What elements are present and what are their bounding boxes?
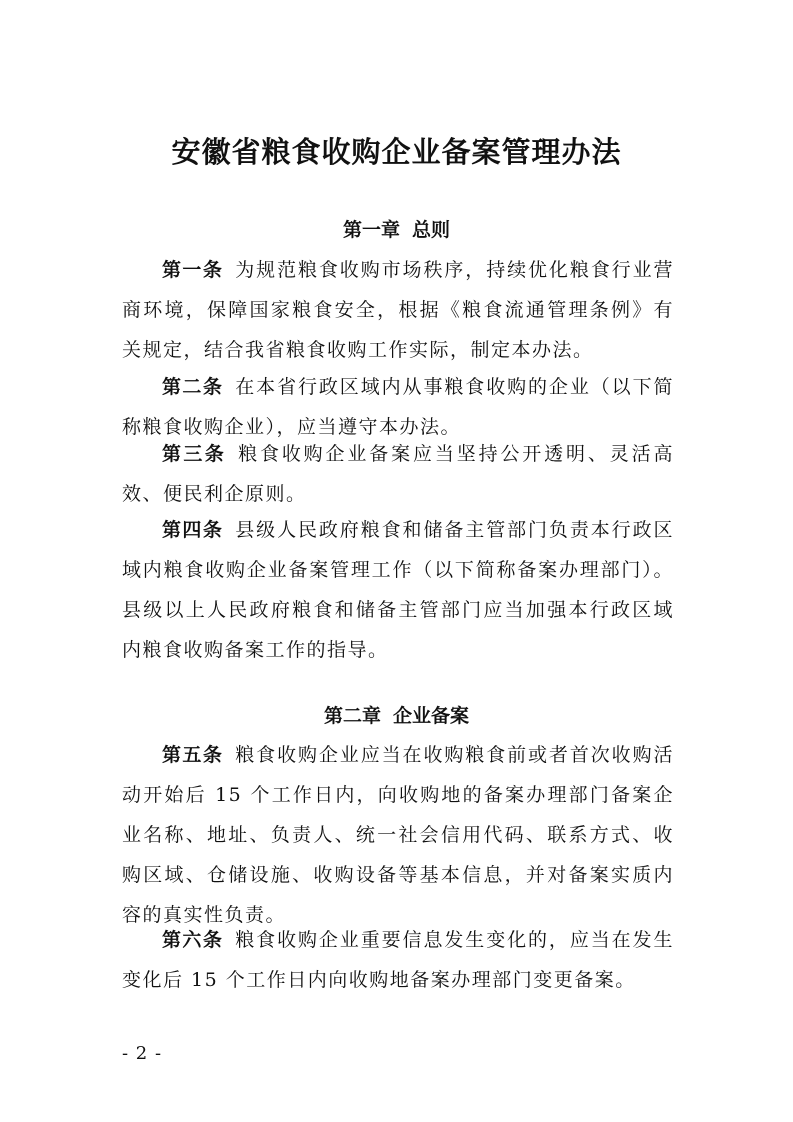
article-text: 县级人民政府粮食和储备主管部门负责本行政区域内粮食收购企业备案管理工作（以下简称备案办理部门）。县级以上人民政府粮食和储备主管部门应当加强本行政区域内粮食收购备案工作的指导。 (122, 519, 674, 661)
document-title: 安徽省粮食收购企业备案管理办法 (171, 135, 622, 169)
chapter-name: 企业备案 (393, 705, 470, 727)
article-label: 第四条 (162, 519, 224, 541)
article-paragraph (122, 735, 674, 935)
chapter-number: 第一章 (342, 219, 400, 241)
page-number: - 2 - (122, 1043, 163, 1064)
article-paragraph (122, 920, 674, 1000)
article-text: 为规范粮食收购市场秩序，持续优化粮食行业营商环境，保障国家粮食安全，根据《粮食流通管理条例》有关规定，结合我省粮食收购工作实际，制定本办法。 (122, 259, 674, 361)
article-paragraph (122, 250, 674, 370)
article-label: 第二条 (162, 376, 224, 398)
article-text: 粮食收购企业重要信息发生变化的，应当在发生变化后 15 个工作日内向收购地备案办理部门变更备案。 (122, 929, 674, 991)
article-text: 在本省行政区域内从事粮食收购的企业（以下简称粮食收购企业），应当遵守本办法。 (122, 376, 674, 438)
chapter-heading (0, 700, 793, 732)
article-text: 粮食收购企业应当在收购粮食前或者首次收购活动开始后 15 个工作日内，向收购地的备案办理部门备案企业名称、地址、负责人、统一社会信用代码、联系方式、收购区域、仓储设施、收购设备等基本信息，并对备案实质内容的真实性负责。 (122, 744, 674, 926)
article-text: 粮食收购企业备案应当坚持公开透明、灵活高效、便民利企原则。 (122, 443, 674, 505)
chapter-name: 总则 (412, 219, 451, 241)
article-paragraph (122, 434, 674, 514)
chapter-number: 第二章 (323, 705, 381, 727)
article-paragraph (122, 510, 674, 670)
article-label: 第一条 (162, 259, 224, 281)
article-label: 第五条 (162, 744, 224, 766)
article-label: 第三条 (162, 443, 227, 465)
chapter-heading (0, 214, 793, 246)
article-label: 第六条 (162, 929, 224, 951)
